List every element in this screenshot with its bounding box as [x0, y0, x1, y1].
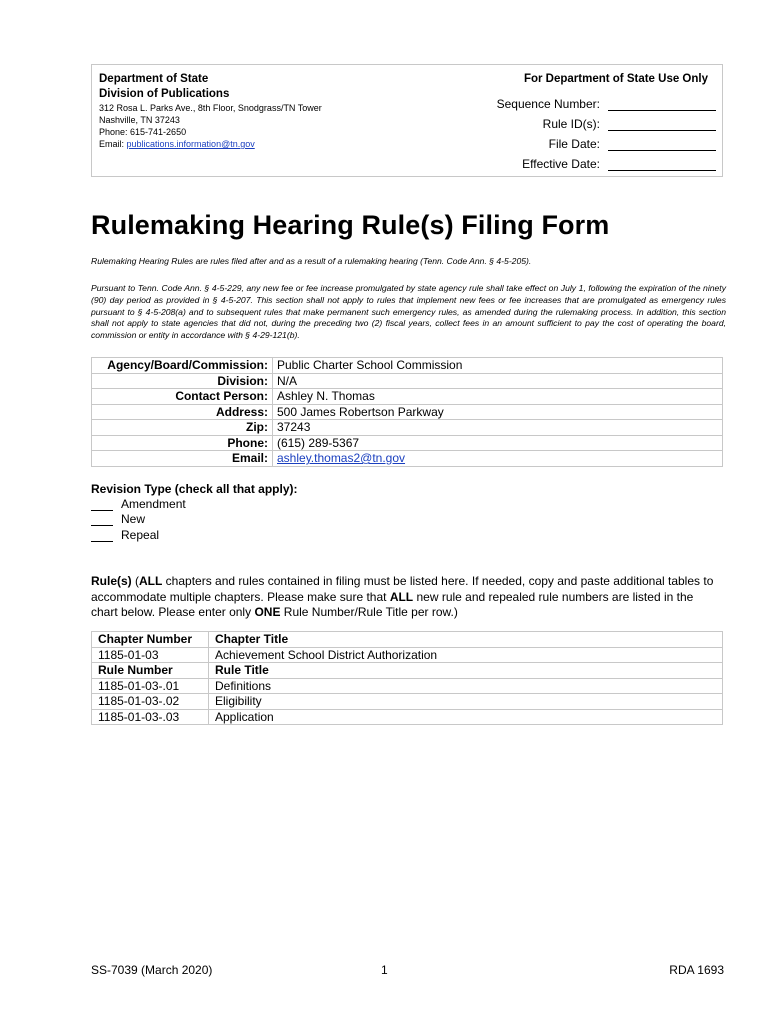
rules-bold-all: ALL: [139, 574, 163, 588]
address-label: Address:: [92, 404, 273, 420]
chapter-title[interactable]: Achievement School District Authorization: [209, 647, 723, 663]
amendment-check-blank[interactable]: [91, 498, 113, 511]
file-date-row: [416, 137, 716, 151]
contact-email-link[interactable]: ashley.thomas2@tn.gov: [277, 451, 406, 465]
state-use-only-title: For Department of State Use Only: [523, 73, 708, 85]
dept-email-link[interactable]: publications.information@tn.gov: [126, 139, 255, 149]
chapter-number[interactable]: 1185-01-03: [92, 647, 209, 663]
rule-number[interactable]: 1185-01-03-.02: [92, 694, 209, 710]
zip-value[interactable]: 37243: [273, 420, 723, 436]
dept-info: [99, 72, 399, 150]
effective-date-field[interactable]: [608, 158, 716, 171]
file-date-field[interactable]: [608, 138, 716, 151]
zip-row: [92, 420, 723, 436]
contact-value[interactable]: Ashley N. Thomas: [273, 389, 723, 405]
rule-title[interactable]: Eligibility: [209, 694, 723, 710]
dept-address-line2: Nashville, TN 37243: [99, 115, 180, 125]
fee-notice-text: Pursuant to Tenn. Code Ann. § 4-5-229, any new fee or fee increase promulgated by state agency rule shall take effect on July 1, following the expiration of the ninety (90) day period as provided in § 4-5-207. This section shall not apply to rules that implement new fees or fee increases that are promulgated as emergency rules pursuant to § 4-5-208(a) and to subsequent rules that make permanent such emergency rules, as amended during the rulemaking process. In addition, this section shall not apply to state agencies that did not, during the preceding two (2) fiscal years, collect fees in an amount sufficient to pay the cost of operating the board, commission or entity in accordance with § 4-29-121(b).: [91, 283, 726, 341]
email-label: Email:: [92, 451, 273, 467]
address-row: [92, 404, 723, 420]
agency-row: [92, 358, 723, 374]
chapter-row: [92, 647, 723, 663]
revision-amendment[interactable]: [91, 497, 186, 511]
file-date-label: File Date:: [548, 137, 600, 151]
effective-date-row: [416, 157, 716, 171]
rules-bold-label: Rule(s): [91, 574, 132, 588]
page-title: Rulemaking Hearing Rule(s) Filing Form: [91, 210, 610, 240]
footer-rda: RDA 1693: [669, 963, 724, 977]
division-label: Division:: [92, 373, 273, 389]
footer-form-number: SS-7039 (March 2020): [91, 963, 213, 977]
rules-text: Rule Number/Rule Title per row.): [280, 605, 458, 619]
revision-type-title: Revision Type (check all that apply):: [91, 482, 298, 496]
intro-text: Rulemaking Hearing Rules are rules filed after and as a result of a rulemaking hearing (Tenn. Code Ann. § 4-5-205).: [91, 256, 532, 266]
contact-row: [92, 389, 723, 405]
chapter-title-header: Chapter Title: [209, 632, 723, 648]
dept-phone: Phone: 615-741-2650: [99, 127, 187, 137]
sequence-number-row: [416, 97, 716, 111]
rules-bold-all: ALL: [389, 589, 414, 604]
dept-name: Department of State: [99, 73, 209, 85]
contact-label: Contact Person:: [92, 389, 273, 405]
agency-label: Agency/Board/Commission:: [92, 358, 273, 374]
division-row: [92, 373, 723, 389]
email-value-cell: [273, 451, 723, 467]
sequence-number-field[interactable]: [608, 98, 716, 111]
table-row: [92, 678, 723, 694]
email-row: [92, 451, 723, 467]
new-label: New: [121, 512, 146, 526]
division-value[interactable]: N/A: [273, 373, 723, 389]
division-name: Division of Publications: [99, 88, 230, 100]
chapter-number-header: Chapter Number: [92, 632, 209, 648]
table-row: [92, 709, 723, 725]
zip-label: Zip:: [92, 420, 273, 436]
rules-bold-one: ONE: [254, 605, 281, 619]
revision-repeal[interactable]: [91, 528, 159, 542]
chapter-table: [91, 631, 723, 725]
amendment-label: Amendment: [121, 497, 186, 511]
repeal-check-blank[interactable]: [91, 529, 113, 542]
rules-text: new rule and repealed rule numbers are listed in the chart below. Please enter only: [91, 589, 694, 619]
chapter-header-row: [92, 632, 723, 648]
state-use-only: [416, 72, 716, 171]
agency-table: [91, 357, 723, 467]
dept-email-label: Email:: [99, 139, 127, 149]
rule-header-row: [92, 663, 723, 679]
rule-number[interactable]: 1185-01-03-.03: [92, 709, 209, 725]
header-box: [91, 64, 723, 177]
rule-number-header: Rule Number: [92, 663, 209, 679]
phone-row: [92, 435, 723, 451]
footer-page-number: 1: [381, 963, 388, 977]
effective-date-label: Effective Date:: [522, 157, 600, 171]
rules-text: chapters and rules contained in filing must be listed here. If needed, copy and paste additional tables to accommodate multiple chapters. Please make sure that: [91, 574, 714, 604]
rule-title-header: Rule Title: [209, 663, 723, 679]
rule-number[interactable]: 1185-01-03-.01: [92, 678, 209, 694]
rule-ids-field[interactable]: [608, 118, 716, 131]
rule-title[interactable]: Application: [209, 709, 723, 725]
phone-label: Phone:: [92, 435, 273, 451]
repeal-label: Repeal: [121, 528, 160, 542]
sequence-number-label: Sequence Number:: [496, 97, 600, 111]
revision-new[interactable]: [91, 512, 145, 526]
rule-ids-row: [416, 117, 716, 131]
dept-email-row: [99, 138, 399, 150]
table-row: [92, 694, 723, 710]
rule-ids-label: Rule ID(s):: [542, 117, 600, 131]
agency-value[interactable]: Public Charter School Commission: [273, 358, 723, 374]
address-value[interactable]: 500 James Robertson Parkway: [273, 404, 723, 420]
new-check-blank[interactable]: [91, 513, 113, 526]
rule-title[interactable]: Definitions: [209, 678, 723, 694]
rules-instructions: [91, 574, 721, 621]
phone-value[interactable]: (615) 289-5367: [273, 435, 723, 451]
rules-text: (: [131, 574, 140, 588]
dept-address-line1: 312 Rosa L. Parks Ave., 8th Floor, Snodgrass/TN Tower: [99, 103, 322, 113]
